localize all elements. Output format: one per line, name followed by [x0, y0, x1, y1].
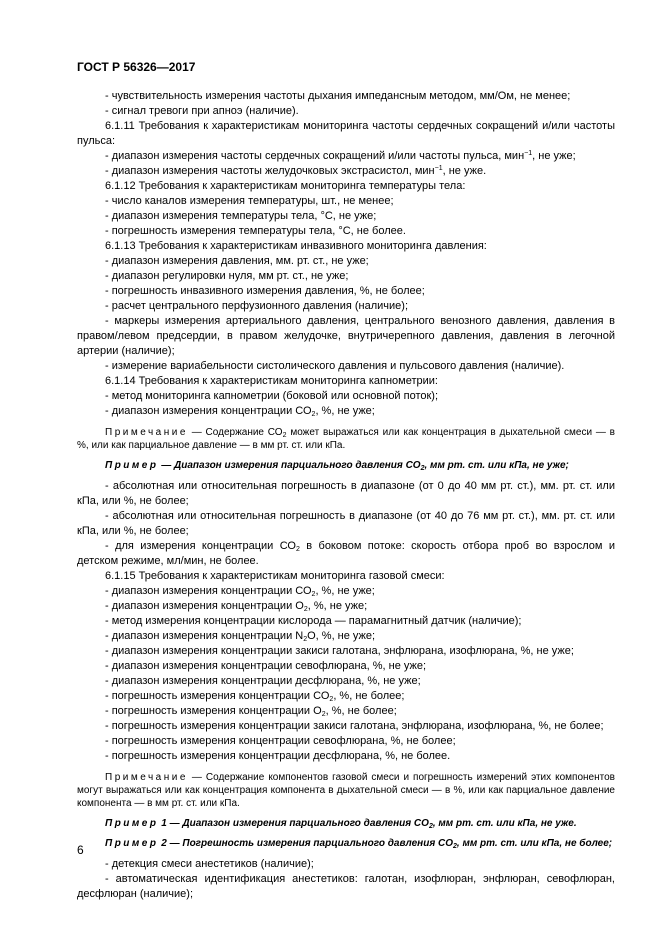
text-line: - погрешность измерения концентрации севофлюрана, %, не более; [105, 735, 456, 747]
text-line: - погрешность инвазивного измерения давления, %, не более; [105, 285, 425, 297]
text-line: - диапазон измерения концентрации десфлюрана, %, не уже; [105, 675, 421, 687]
section-6-1-13: 6.1.13 Требования к характеристикам инвазивного мониторинга давления: [105, 240, 487, 252]
section-6-1-14: 6.1.14 Требования к характеристикам мониторинга капнометрии: [105, 375, 438, 387]
page-number: 6 [77, 843, 84, 857]
text-line: - метод мониторинга капнометрии (боковой или основной поток); [105, 390, 439, 402]
text-line: - абсолютная или относительная погрешность в диапазоне (от 0 до 40 мм рт. ст.), мм. рт. ст. или кПа, или %, не более; [77, 480, 615, 507]
text-line: - для измерения концентрации $СО_2$ в боковом потоке: скорость отбора проб во взрослом и детском режиме, мл/мин, не более. [77, 540, 615, 567]
text-line: - погрешность измерения концентрации десфлюрана, %, не более. [105, 750, 451, 762]
text-line: - сигнал тревоги при апноэ (наличие). [105, 105, 299, 117]
text-line: - диапазон измерения концентрации $СО_2$, %, не уже; [105, 405, 375, 418]
text-line: - погрешность измерения температуры тела, °С, не более. [105, 225, 406, 237]
section-6-1-15: 6.1.15 Требования к характеристикам мониторинга газовой смеси: [105, 570, 445, 582]
text-line: - маркеры измерения артериального давления, центрального венозного давления, давления в правом/левом предсердии, в правом желудочке, внутричерепного давления, давления в легочной артерии (наличие); [77, 315, 615, 357]
text-line: - диапазон измерения частоты желудочковых экстрасистол, мин$^{-1}$, не уже. [105, 165, 487, 177]
text-line: - детекция смеси анестетиков (наличие); [105, 858, 314, 870]
text-line: - диапазон измерения температуры тела, °С, не уже; [105, 210, 377, 222]
example-1: Пример — Диапазон измерения парциального давления $СО_2$, мм рт. ст. или кПа, не уже; [105, 460, 569, 472]
text-line: - число каналов измерения температуры, шт., не менее; [105, 195, 394, 207]
document-body [77, 89, 615, 902]
text-line: - чувствительность измерения частоты дыхания импедансным методом, мм/Ом, не менее; [105, 90, 571, 102]
text-line: - метод измерения концентрации кислорода — парамагнитный датчик (наличие); [105, 615, 522, 627]
text-line: - диапазон измерения концентрации закиси галотана, энфлюрана, изофлюрана, %, не уже; [105, 645, 574, 657]
text-line: - диапазон измерения концентрации $О_2$, %, не уже; [105, 600, 368, 613]
text-line: - диапазон измерения концентрации севофлюрана, %, не уже; [105, 660, 427, 672]
text-line: - диапазон измерения давления, мм. рт. ст., не уже; [105, 255, 369, 267]
text-line: - диапазон измерения концентрации $СО_2$, %, не уже; [105, 585, 375, 598]
text-line: - расчет центрального перфузионного давления (наличие); [105, 300, 408, 312]
example-3: Пример 2 — Погрешность измерения парциального давления $СО_2$, мм рт. ст. или кПа, не более; [105, 838, 613, 850]
text-line: - погрешность измерения концентрации $СО_2$, %, не более; [105, 690, 405, 703]
note-1: Примечание — Содержание $СО_2$ может выражаться или как концентрация в дыхательной смеси — в %, или как парциальное давление — в мм рт. ст. или кПа. [77, 427, 615, 451]
text-line: - диапазон измерения частоты сердечных сокращений и/или частоты пульса, мин$^{-1}$, не уже; [105, 150, 576, 162]
text-line: - погрешность измерения концентрации $О_2$, %, не более; [105, 705, 397, 718]
text-line: - диапазон измерения концентрации $N_2O$, %, не уже; [105, 630, 376, 643]
text-line: - автоматическая идентификация анестетиков: галотан, изофлюран, энфлюран, севофлюран, десфлюран (наличие); [77, 873, 615, 900]
text-line: - диапазон регулировки нуля, мм рт. ст., не уже; [105, 270, 349, 282]
note-2: Примечание — Содержание компонентов газовой смеси и погрешность измерений этих компонентов могут выражаться или как концентрация компонента в дыхательной смеси — в %, или как парциальное давление компонента — в мм рт. ст. или кПа. [77, 772, 615, 809]
section-6-1-11: 6.1.11 Требования к характеристикам мониторинга частоты сердечных сокращений и/или частоты пульса: [77, 120, 615, 147]
example-2: Пример 1 — Диапазон измерения парциального давления $СО_2$, мм рт. ст. или кПа, не уже. [105, 818, 577, 830]
text-line: - измерение вариабельности систолического давления и пульсового давления (наличие). [105, 360, 565, 372]
document-header: ГОСТ Р 56326—2017 [77, 60, 196, 74]
section-6-1-12: 6.1.12 Требования к характеристикам мониторинга температуры тела: [105, 180, 466, 192]
text-line: - абсолютная или относительная погрешность в диапазоне (от 40 до 76 мм рт. ст.), мм. рт. ст. или кПа, или %, не более; [77, 510, 615, 537]
text-line: - погрешность измерения концентрации закиси галотана, энфлюрана, изофлюрана, %, не более; [105, 720, 604, 732]
